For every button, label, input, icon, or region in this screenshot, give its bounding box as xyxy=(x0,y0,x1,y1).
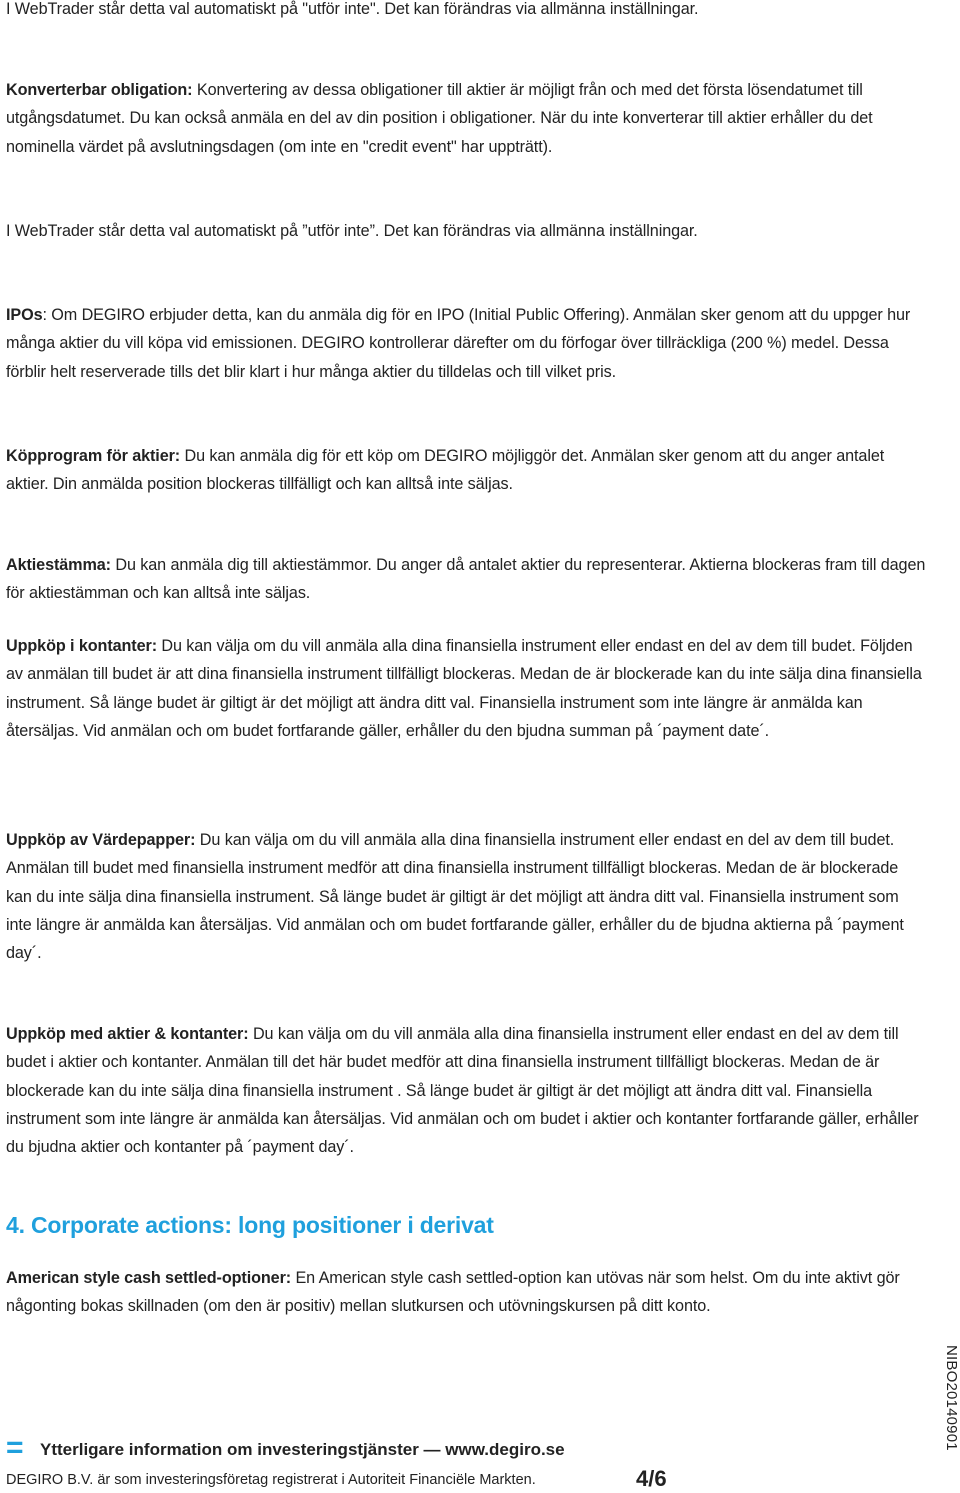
tender-cash-lead: Uppköp i kontanter: xyxy=(6,637,157,655)
tender-cash-paragraph: Uppköp i kontanter: Du kan välja om du vill anmäla alla dina finansiella instrument eller endast en del av dem till budet. Följden av anmälan till budet är att dina finansiella instrument tillfälligt blockeras. Medan de är blockerade kan du inte sälja dina finansiella instrument. Så länge budet är giltigt är det möjligt att ändra ditt val. Finansiella instrument som inte längre är anmälda kan återsäljas. Vid anmälan och om budet fortfarande gäller, erhåller du den bjudna summan på ´payment date´. xyxy=(6,637,922,740)
buyback-lead: Köpprogram för aktier: xyxy=(6,447,181,465)
agm-paragraph: Aktiestämma: Du kan anmäla dig till aktiestämmor. Du anger då antalet aktier du representerar. Aktierna blockeras fram till dagen för aktiestämman och kan alltså inte säljas. xyxy=(6,556,926,603)
american-options-paragraph: American style cash settled-optioner: En American style cash settled-option kan utövas när som helst. Om du inte aktivt gör någonting bokas skillnaden (om den är positiv) mellan slutkursen och utövningskursen på ditt konto. xyxy=(6,1269,900,1316)
footer-info: Ytterligare information om investeringstjänster — www.degiro.se xyxy=(40,1440,565,1459)
american-options-lead: American style cash settled-optioner: xyxy=(6,1269,292,1287)
ipos-lead: IPOs xyxy=(6,306,43,324)
webtrader-note-1: I WebTrader står detta val automatiskt på "utför inte". Det kan förändras via allmänna inställningar. xyxy=(6,0,699,18)
ipos-paragraph: IPOs: Om DEGIRO erbjuder detta, kan du anmäla dig för en IPO (Initial Public Offering). Anmälan sker genom att du uppger hur många aktier du vill köpa vid emissionen. DEGIRO kontrollerar därefter om du förfogar över tillräckliga (200 %) medel. Dessa förblir helt reserverade tills det blir klart i hur många aktier du tilldelas och till vilket pris. xyxy=(6,306,911,381)
document-code: NIBO20140901 xyxy=(943,1345,960,1451)
convertible-bond-lead: Konverterbar obligation: xyxy=(6,81,193,99)
agm-lead: Aktiestämma: xyxy=(6,556,111,574)
tender-mixed-paragraph: Uppköp med aktier & kontanter: Du kan välja om du vill anmäla alla dina finansiella instrument eller endast en del av dem till budet i aktier och kontanter. Anmälan till det här budet medför att dina finansiella instrument tillfälligt blockeras. Medan de är blockerade kan du inte sälja dina finansiella instrument . Så länge budet är giltigt är det möjligt att ändra ditt val. Finansiella instrument som inte längre är anmälda kan återsäljas. Vid anmälan och om budet i aktier och kontanter fortfarande gäller, erhåller du bjudna aktier och kontanter på ´payment day´. xyxy=(6,1025,919,1157)
page-number: 4/6 xyxy=(636,1466,667,1491)
convertible-bond-paragraph: Konverterbar obligation: Konvertering av dessa obligationer till aktier är möjligt från och med det första lösendatumet till utgångsdatumet. Du kan också anmäla en del av din position i obligationer. När du inte konverterar till aktier erhåller du det nominella värdet på avslutningsdagen (om inte en "credit event" har uppträtt). xyxy=(6,81,873,156)
tender-securities-paragraph: Uppköp av Värdepapper: Du kan välja om du vill anmäla alla dina finansiella instrument eller endast en del av dem till budet. Anmälan till budet med finansiella instrument medför att dina finansiella instrument tillfälligt blockeras. Medan de är blockerade kan du inte sälja dina finansiella instrument. Så länge budet är giltigt är det möjligt att ändra ditt val. Finansiella instrument som inte längre är anmälda kan återsäljas. Vid anmälan och om budet fortfarande gäller, erhåller du de bjudna aktierna på ´payment day´. xyxy=(6,831,904,963)
footer-marker: = xyxy=(6,1431,24,1464)
buyback-paragraph: Köpprogram för aktier: Du kan anmäla dig för ett köp om DEGIRO möjliggör det. Anmälan sker genom att du anger antalet aktier. Din anmälda position blockeras tillfälligt och kan alltså inte säljas. xyxy=(6,447,885,494)
section-heading: 4. Corporate actions: long positioner i derivat xyxy=(6,1212,494,1238)
footer-registration: DEGIRO B.V. är som investeringsföretag registrerat i Autoriteit Financiële Markten. xyxy=(6,1472,536,1488)
tender-securities-lead: Uppköp av Värdepapper: xyxy=(6,831,196,849)
tender-mixed-lead: Uppköp med aktier & kontanter: xyxy=(6,1025,249,1043)
webtrader-note-2: I WebTrader står detta val automatiskt på ”utför inte”. Det kan förändras via allmänna inställningar. xyxy=(6,222,698,240)
